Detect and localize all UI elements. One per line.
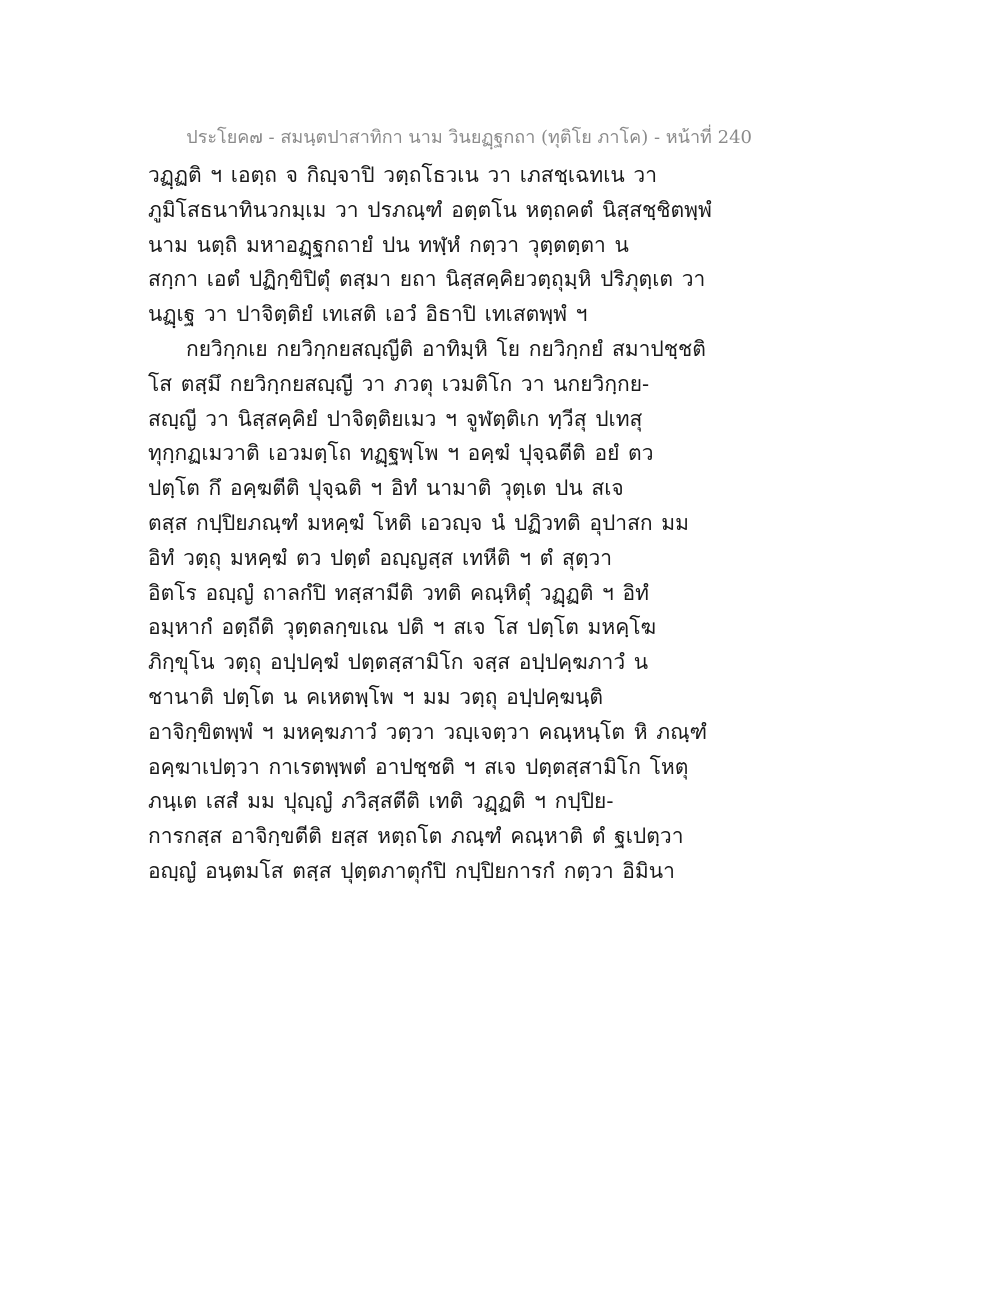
text-line: ภูมิโสธนาทินวกมฺเม วา ปรภณฺฑํ อตฺตโน หตฺถคตํ นิสฺสชฺชิตพฺพํ [148,197,712,222]
text-line: อิทํ วตฺถุ มหคฺฆํ ตว ปตฺตํ อญฺญสฺส เทหีติ ฯ ตํ สุตฺวา [148,545,613,570]
text-line: สญฺญี วา นิสฺสคฺคิยํ ปาจิตฺติยเมว ฯ จูฬตฺติเก ทฺวีสุ ปเทสุ [148,406,643,431]
text-line: ปตฺโต กึ อคฺฆตีติ ปุจฺฉติ ฯ อิทํ นามาติ วุตฺเต ปน สเจ [148,476,624,501]
text-line: ทุกฺกฏเมวาติ เอวมตฺโถ ทฏฺฐพฺโพ ฯ อคฺฆํ ปุจฺฉตีติ อยํ ตว [148,441,654,466]
paragraph-start-line: กยวิกฺกเย กยวิกฺกยสญฺญีติ อาทิมฺหิ โย กยวิกฺกยํ สมาปชฺชติ [186,336,706,361]
text-line: อิตโร อญฺญํ ถาลกํปิ ทสฺสามีติ วทติ คณฺหิตุํ วฏฺฏติ ฯ อิทํ [148,580,649,605]
text-line: ตสฺส กปฺปิยภณฺฑํ มหคฺฆํ โหติ เอวญฺจ นํ ปฏิวทติ อุปาสก มม [148,510,689,535]
text-line: โส ตสฺมึ กยวิกฺกยสญฺญี วา ภวตุ เวมติโก วา นกยวิกฺกย- [148,371,650,396]
text-line: อมฺหากํ อตฺถีติ วุตฺตลกฺขเณ ปติ ฯ สเจ โส ปตฺโต มหคฺโฆ [148,615,657,640]
body-text [148,158,828,889]
text-line: ชานาติ ปตฺโต น คเหตพฺโพ ฯ มม วตฺถุ อปฺปคฺฆนฺติ [148,684,603,709]
text-line: นฏฺเฐ วา ปาจิตฺติยํ เทเสติ เอวํ อิธาปิ เทเสตพฺพํ ฯ [148,302,588,327]
running-header: ประโยค๗ - สมนฺตปาสาทิกา นาม วินยฏฺฐกถา (ทุติโย ภาโค) - หน้าที่ 240 [186,127,752,148]
text-line: นาม นตฺถิ มหาอฏฺฐกถายํ ปน ทฬฺหํ กตฺวา วุตฺตตฺตา น [148,232,629,257]
text-line: ภนฺเต เสสํ มม ปุญฺญํ ภวิสฺสตีติ เทติ วฏฺฏติ ฯ กปฺปิย- [148,789,614,814]
text-line: วฏฺฏติ ฯ เอตฺถ จ กิญฺจาปิ วตฺถโธวเน วา เภสชฺเฉทเน วา [148,163,657,187]
text-line: อาจิกฺขิตพฺพํ ฯ มหคฺฆภาวํ วตฺวา วญฺเจตฺวา คณฺหนฺโต หิ ภณฺฑํ [148,719,708,744]
text-line: อคฺฆาเปตฺวา กาเรตพฺพตํ อาปชฺชติ ฯ สเจ ปตฺตสฺสามิโก โหตุ [148,754,689,779]
text-line: อญฺญํ อนฺตมโส ตสฺส ปุตฺตภาตุกํปิ กปฺปิยการกํ กตฺวา อิมินา [148,858,675,883]
text-line: การกสฺส อาจิกฺขตีติ ยสฺส หตฺถโต ภณฺฑํ คณฺหาติ ตํ ฐเปตฺวา [148,824,684,849]
text-line: สกฺกา เอตํ ปฏิกฺขิปิตุํ ตสฺมา ยถา นิสฺสคฺคิยวตฺถุมฺหิ ปริภุตฺเต วา [148,267,706,292]
text-line: ภิกฺขุโน วตฺถุ อปฺปคฺฆํ ปตฺตสฺสามิโก จสฺส อปฺปคฺฆภาวํ น [148,650,649,675]
